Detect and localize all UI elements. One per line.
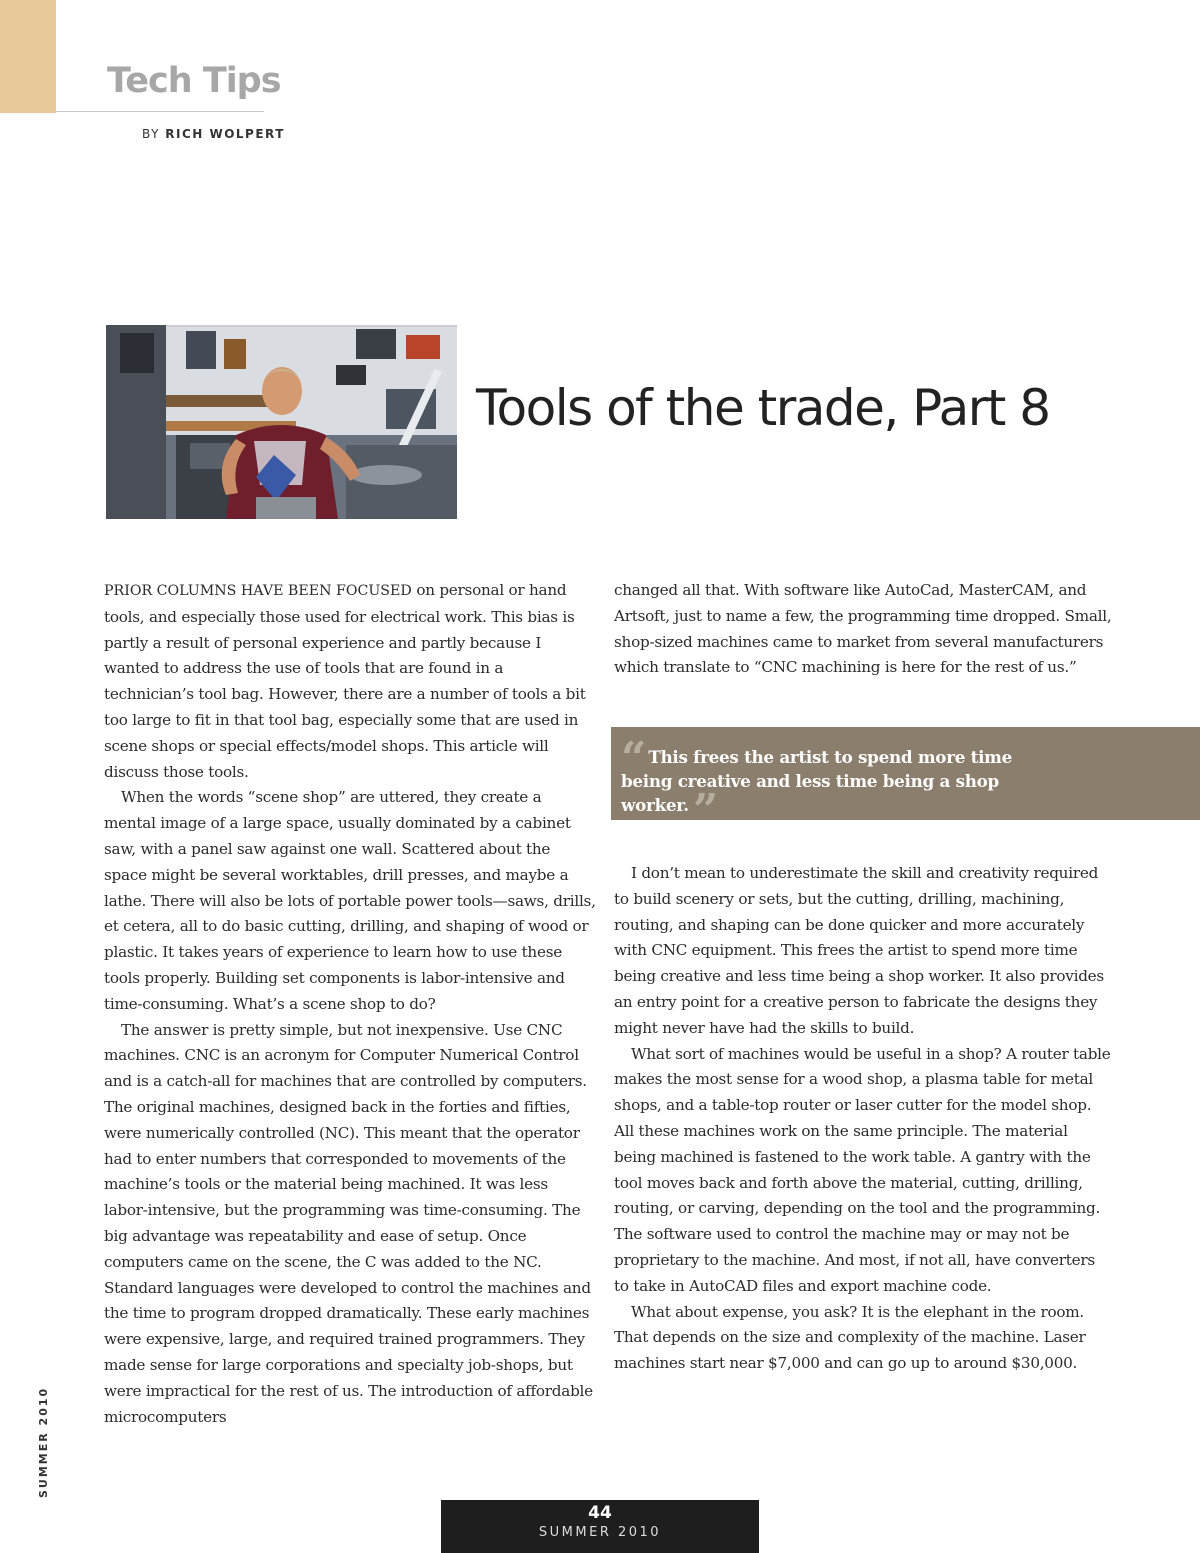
author-photo — [106, 325, 457, 519]
paragraph: When the words “scene shop” are uttered, they create a mental image of a large space, usually dominated by a cabinet saw, with a panel saw against one wall. Scattered about the space might be several worktables, drill presses, and maybe a lathe. There will also be lots of portable power tools—saws, drills, et cetera, all to do basic cutting, drilling, and shaping of wood or plastic. It takes years of experience to learn how to use these tools properly. Building set components is labor-intensive and time-consuming. What’s a scene shop to do? — [104, 788, 596, 1013]
paragraph: changed all that. With software like AutoCad, MasterCAM, and Artsoft, just to name a few, the programming time dropped. Small, shop-sized machines came to market from several manufacturers which translate to “CNC machining is here for the rest of us.” — [614, 581, 1112, 677]
side-issue-label: SUMMER 2010 — [37, 1386, 50, 1498]
page-number: 44 — [588, 1503, 612, 1523]
paragraph: What sort of machines would be useful in a shop? A router table makes the most sense for a wood shop, a plasma table for metal shops, and a table-top router or laser cutter for the model shop. All these machines work on the same principle. The material being machined is fastened to the work table. A gantry with the tool moves back and forth above the material, cutting, drilling, routing, or carving, depending on the tool and the programming. The software used to control the machine may or may not be proprietary to the machine. And most, if not all, have converters to take in AutoCAD files and export machine code. — [614, 1044, 1111, 1295]
lead-in-caps: PRIOR COLUMNS HAVE BEEN FOCUSED — [104, 583, 412, 599]
paragraph-text: on personal or hand tools, and especially those used for electrical work. This bias is partly a result of personal experience and partly because I wanted to address the use of tools that are found in a technician’s tool bag. However, there are a number of tools a bit too large to fit in that tool bag, especially some that are used in scene shops or special effects/model shops. This article will discuss those tools. — [104, 581, 586, 781]
article-column-right-bottom — [614, 861, 1114, 1377]
byline — [142, 127, 285, 141]
header-rule — [56, 111, 264, 112]
article-title: Tools of the trade, Part 8 — [476, 379, 1050, 437]
byline-prefix: BY — [142, 127, 160, 141]
footer-issue: SUMMER 2010 — [538, 1525, 662, 1540]
article-column-left — [104, 578, 596, 1430]
pull-quote — [611, 727, 1200, 836]
article-column-right-top — [614, 578, 1114, 681]
paragraph: What about expense, you ask? It is the elephant in the room. That depends on the size and complexity of the machine. Laser machines start near $7,000 and can go up to around $30,000. — [614, 1302, 1086, 1373]
paragraph: I don’t mean to underestimate the skill and creativity required to build scenery or sets, but the cutting, drilling, machining, routing, and shaping can be done quicker and more accurately with CNC equipment. This frees the artist to spend more time being creative and less time being a shop worker. It also provides an entry point for a creative person to fabricate the designs they might never have had the skills to build. — [614, 864, 1104, 1037]
paragraph: The answer is pretty simple, but not inexpensive. Use CNC machines. CNC is an acronym for Computer Numerical Control and is a catch-all for machines that are controlled by computers. The original machines, designed back in the forties and fifties, were numerically controlled (NC). This meant that the operator had to enter numbers that corresponded to movements of the machine’s tools or the material being machined. It was less labor-intensive, but the programming was time-consuming. The big advantage was repeatability and ease of setup. Once computers came on the scene, the C was added to the NC. Standard languages were developed to control the machines and the time to program dropped dramatically. These early machines were expensive, large, and required trained programmers. They made sense for large corporations and specialty job-shops, but were impractical for the rest of us. The introduction of affordable microcomputers — [104, 1020, 593, 1426]
close-quote-icon: ” — [692, 785, 711, 836]
byline-author: RICH WOLPERT — [165, 127, 285, 141]
paragraph — [104, 578, 596, 785]
pull-quote-body: This frees the artist to spend more time being creative and less time being a shop worker. — [621, 747, 1013, 815]
corner-color-tab — [0, 0, 56, 113]
open-quote-icon: “ — [621, 733, 639, 784]
person-in-workshop-icon — [106, 325, 457, 519]
page-footer — [441, 1500, 759, 1553]
pull-quote-text — [621, 733, 1051, 836]
section-title: Tech Tips — [107, 61, 281, 101]
